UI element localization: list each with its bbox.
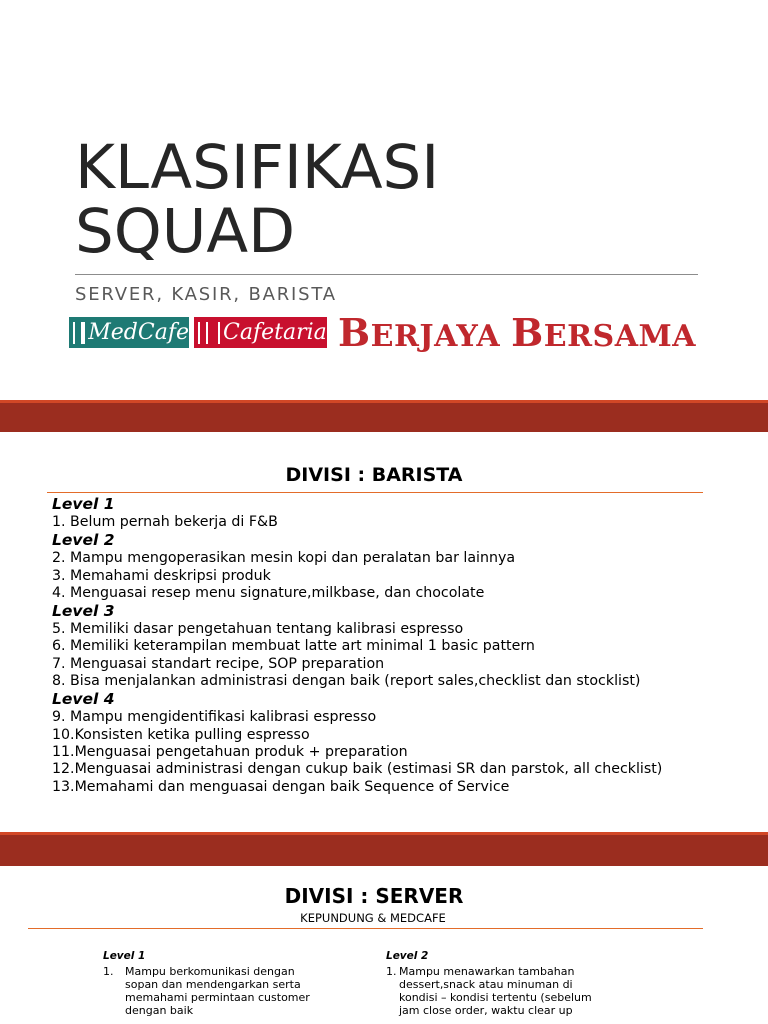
item-number: 1. bbox=[103, 965, 114, 978]
server-heading: DIVISI : SERVER bbox=[284, 884, 464, 908]
item-line: Mampu menawarkan tambahan bbox=[399, 965, 575, 978]
barista-slide bbox=[0, 432, 768, 832]
level-heading: Level 2 bbox=[52, 531, 115, 550]
title-line-1: KLASIFIKASI bbox=[75, 132, 440, 203]
medcafe-logo bbox=[69, 317, 189, 348]
list-item: 6. Memiliki keterampilan membuat latte art minimal 1 basic pattern bbox=[52, 638, 535, 655]
separator-accent-line bbox=[0, 400, 768, 403]
list-item: 3. Memahami deskripsi produk bbox=[52, 567, 271, 584]
server-subheading: KEPUNDUNG & MEDCAFE bbox=[300, 911, 446, 925]
item-line: dessert,snack atau minuman di bbox=[399, 978, 573, 991]
title-divider bbox=[75, 274, 698, 275]
list-item: 4. Menguasai resep menu signature,milkbase, dan chocolate bbox=[52, 584, 485, 601]
slide-separator-band bbox=[0, 400, 768, 432]
list-item: 1. Belum pernah bekerja di F&B bbox=[52, 514, 278, 530]
berjaya-logo-initial-2: B bbox=[511, 310, 544, 355]
item-line: dengan baik bbox=[125, 1004, 194, 1017]
server-slide bbox=[0, 866, 768, 1024]
slide-separator-band bbox=[0, 832, 768, 866]
server-level-2-column bbox=[386, 950, 608, 1017]
barista-heading-divider bbox=[47, 492, 703, 493]
berjaya-logo-initial-1: B bbox=[338, 310, 371, 355]
server-level-1-column bbox=[103, 950, 331, 1017]
list-item: 11.Menguasai pengetahuan produk + preparation bbox=[52, 743, 408, 760]
medcafe-logo-mark-icon bbox=[73, 322, 85, 344]
list-item: 7. Menguasai standart recipe, SOP preparation bbox=[52, 655, 385, 672]
berjaya-bersama-logo bbox=[338, 310, 696, 355]
item-line: sopan dan mendengarkan serta bbox=[125, 978, 301, 991]
server-level-1-item bbox=[103, 965, 331, 1017]
title-slide bbox=[0, 0, 768, 400]
cafetaria-logo bbox=[194, 317, 327, 348]
item-number: 1. bbox=[386, 965, 397, 978]
level-heading: Level 3 bbox=[52, 602, 115, 621]
slide-subtitle: SERVER, KASIR, BARISTA bbox=[75, 284, 337, 305]
berjaya-logo-word-2: ERSAMA bbox=[543, 319, 696, 354]
item-line: memahami permintaan customer bbox=[125, 991, 310, 1004]
separator-accent-line bbox=[0, 832, 768, 835]
server-level-1-label: Level 1 bbox=[103, 950, 146, 962]
list-item: 2. Mampu mengoperasikan mesin kopi dan peralatan bar lainnya bbox=[52, 550, 516, 567]
server-level-2-item bbox=[386, 965, 608, 1017]
berjaya-logo-word-1: ERJAYA bbox=[370, 319, 512, 354]
list-item: 12.Menguasai administrasi dengan cukup baik (estimasi SR dan parstok, all checklist) bbox=[52, 761, 663, 778]
item-line: kondisi – kondisi tertentu (sebelum bbox=[399, 991, 592, 1004]
server-heading-divider bbox=[28, 928, 703, 929]
barista-list bbox=[52, 495, 752, 796]
slide-title bbox=[75, 132, 715, 267]
level-heading: Level 4 bbox=[52, 690, 115, 709]
list-item: 9. Mampu mengidentifikasi kalibrasi espresso bbox=[52, 709, 377, 726]
item-line: Mampu berkomunikasi dengan bbox=[125, 965, 295, 978]
title-line-2: SQUAD bbox=[75, 196, 296, 267]
item-line: jam close order, waktu clear up bbox=[399, 1004, 573, 1017]
list-item: 5. Memiliki dasar pengetahuan tentang kalibrasi espresso bbox=[52, 621, 464, 638]
barista-heading: DIVISI : BARISTA bbox=[285, 464, 463, 486]
level-heading: Level 1 bbox=[52, 495, 115, 513]
list-item: 8. Bisa menjalankan administrasi dengan baik (report sales,checklist dan stocklist) bbox=[52, 673, 641, 690]
list-item: 13.Memahami dan menguasai dengan baik Sequence of Service bbox=[52, 778, 510, 795]
medcafe-logo-text: MedCafe bbox=[88, 320, 189, 345]
cafetaria-logo-mark-icon bbox=[198, 322, 220, 344]
list-item: 10.Konsisten ketika pulling espresso bbox=[52, 726, 310, 743]
cafetaria-logo-text: Cafetaria bbox=[223, 320, 327, 345]
server-level-2-label: Level 2 bbox=[386, 950, 429, 962]
